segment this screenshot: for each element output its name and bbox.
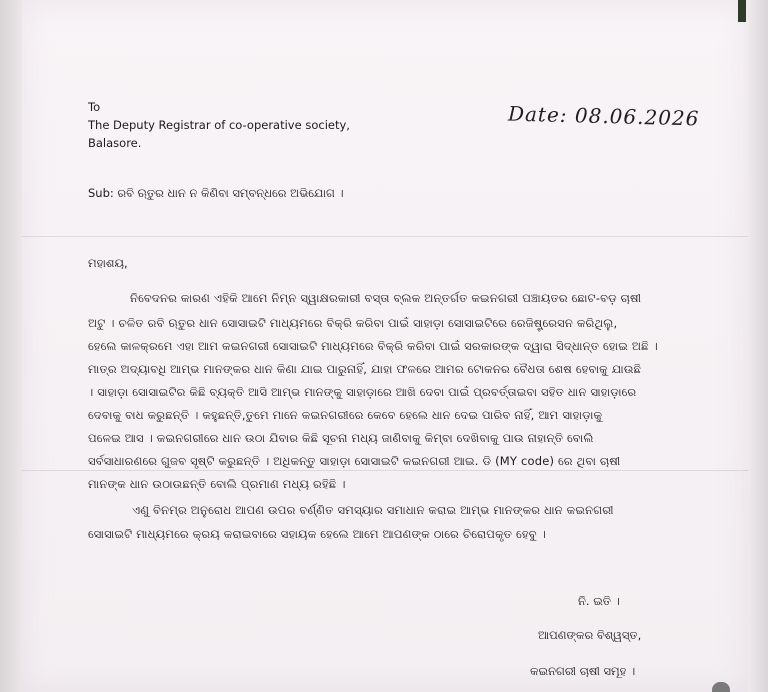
closing-signatory: କଇନଗରୀ ଚାଷୀ ସମୂହ । — [530, 664, 636, 678]
address-line-recipient: The Deputy Registrar of co-operative society, — [88, 118, 350, 132]
body-paragraph-1-line: ହେଲେ କାଳକ୍ରମେ ଏହା ଆମ କଇନଗରୀ ସୋସାଇଟି ମାଧ୍ୟମରେ ବିକ୍ରି କରିବା ପାଇଁ ସରକାରଙ୍କ ଦ୍ୱାରା ସିଦ୍ଧାନ୍ତ ହୋଇ ଅଛି । — [88, 339, 658, 353]
body-paragraph-2-line: ଏଣୁ ବିନମ୍ର ଅନୁରୋଧ ଆପଣ ଉପର ବର୍ଣ୍ଣିତ ସମସ୍ୟାର ସମାଧାନ କରାଇ ଆମ୍ଭ ମାନଙ୍କର ଧାନ କଇନଗରୀ — [132, 503, 614, 517]
background-object-bottom-right — [712, 682, 730, 692]
body-paragraph-1-line: ମାତ୍ର ଅଦ୍ୟାବଧି ଆମ୍ଭ ମାନଙ୍କର ଧାନ କିଣା ଯାଇ ପାରୁନାହିଁ, ଯାହା ଫଳରେ ଆମର ଟୋକନର ବୈଧତା ଶେଷ ହେବାକୁ ଯାଉଛି — [88, 362, 642, 376]
address-line-to: To — [88, 100, 101, 114]
body-paragraph-1-line: । ସାହାଡ଼ା ସୋସାଇଟିର କିଛି ବ୍ୟକ୍ତି ଆସି ଆମ୍ଭ ମାନଙ୍କୁ ସାହାଡ଼ାରେ ଆଖି ଦେବା ପାଇଁ ପ୍ରବର୍ତ୍ତାଇବା ସହିତ ଧାନ ସାହାଡ଼ାରେ — [88, 385, 637, 399]
photo-edge-right — [748, 0, 768, 692]
body-paragraph-2-line: ସୋସାଇଟି ମାଧ୍ୟମରେ କ୍ରୟ କରାଇବାରେ ସହାୟକ ହେଲେ ଆମେ ଆପଣଙ୍କ ଠାରେ ଚିରୋପକୃତ ହେବୁ । — [88, 527, 547, 541]
paper-fold-line — [22, 236, 748, 237]
photo-edge-left — [0, 0, 22, 692]
address-line-city: Balasore. — [88, 136, 142, 150]
salutation: ମହାଶୟ, — [88, 256, 128, 270]
body-paragraph-1-line: ସର୍ବସାଧାରଣରେ ଗୁଜବ ସୃଷ୍ଟି କରୁଛନ୍ତି । ଅଧିକନ୍ତୁ ସାହାଡ଼ା ସୋସାଇଟି କଇନଗରୀ ଆଇ. ଡି (MY code) ରେ ଥିବା ଚାଷୀ — [88, 454, 621, 468]
body-paragraph-1-line: ଦେବାକୁ ବାଧ କରୁଛନ୍ତି । କହୁଛନ୍ତି,ତୁମେ ମାନେ କଇନଗରୀରେ କେବେ ହେଲେ ଧାନ ଦେଇ ପାରିବ ନାହିଁ, ଆମ ସାହାଡ଼ାକୁ — [88, 408, 603, 422]
body-paragraph-1-line: ଅଟୁ । ଚଳିତ ରବି ଋତୁର ଧାନ ସୋସାଇଟି ମାଧ୍ୟମରେ ବିକ୍ରି କରିବା ପାଇଁ ସାହାଡ଼ା ସୋସାଇଟିରେ ରେଜିଷ୍ଟ୍ରେସନ କରିଥିଲୁ, — [88, 316, 618, 330]
body-paragraph-1-line: ମାନଙ୍କ ଧାନ ଉଠାଉଛନ୍ତି ବୋଲି ପ୍ରମାଣ ମଧ୍ୟ ରହିଛି । — [88, 477, 346, 491]
body-paragraph-1-line: ପଳେଇ ଆସ । କଇନଗରୀରେ ଧାନ ଉଠା ଯିବାର କିଛି ସୂଚନା ମଧ୍ୟ ଜାଣିବାକୁ କିମ୍ବା ଦେଖିବାକୁ ପାଉ ନାହାନ୍ତି ବୋଲି — [88, 431, 594, 445]
subject-line: Sub: ରବି ଋତୁର ଧାନ ନ କିଣିବା ସମ୍ବନ୍ଧରେ ଅଭିଯୋଗ । — [88, 186, 344, 200]
closing-iti: ନି. ଇତି । — [578, 594, 620, 608]
paper-fold-line — [22, 470, 748, 471]
body-paragraph-1-line: ନିବେଦନର କାରଣ ଏହିକି ଆମେ ନିମ୍ନ ସ୍ୱାକ୍ଷରକାରୀ ବସ୍ତା ବ୍ଲକ ଅନ୍ତର୍ଗତ କଇନଗରୀ ପଞ୍ଚାୟତର ଛୋଟ-ବଡ଼ ଚାଷୀ — [130, 291, 642, 305]
background-object-top-right — [738, 0, 746, 22]
handwritten-date: Date: 08.06.2026 — [507, 101, 700, 131]
closing-yours-faithfully: ଆପଣଙ୍କର ବିଶ୍ୱସ୍ତ, — [538, 628, 642, 642]
